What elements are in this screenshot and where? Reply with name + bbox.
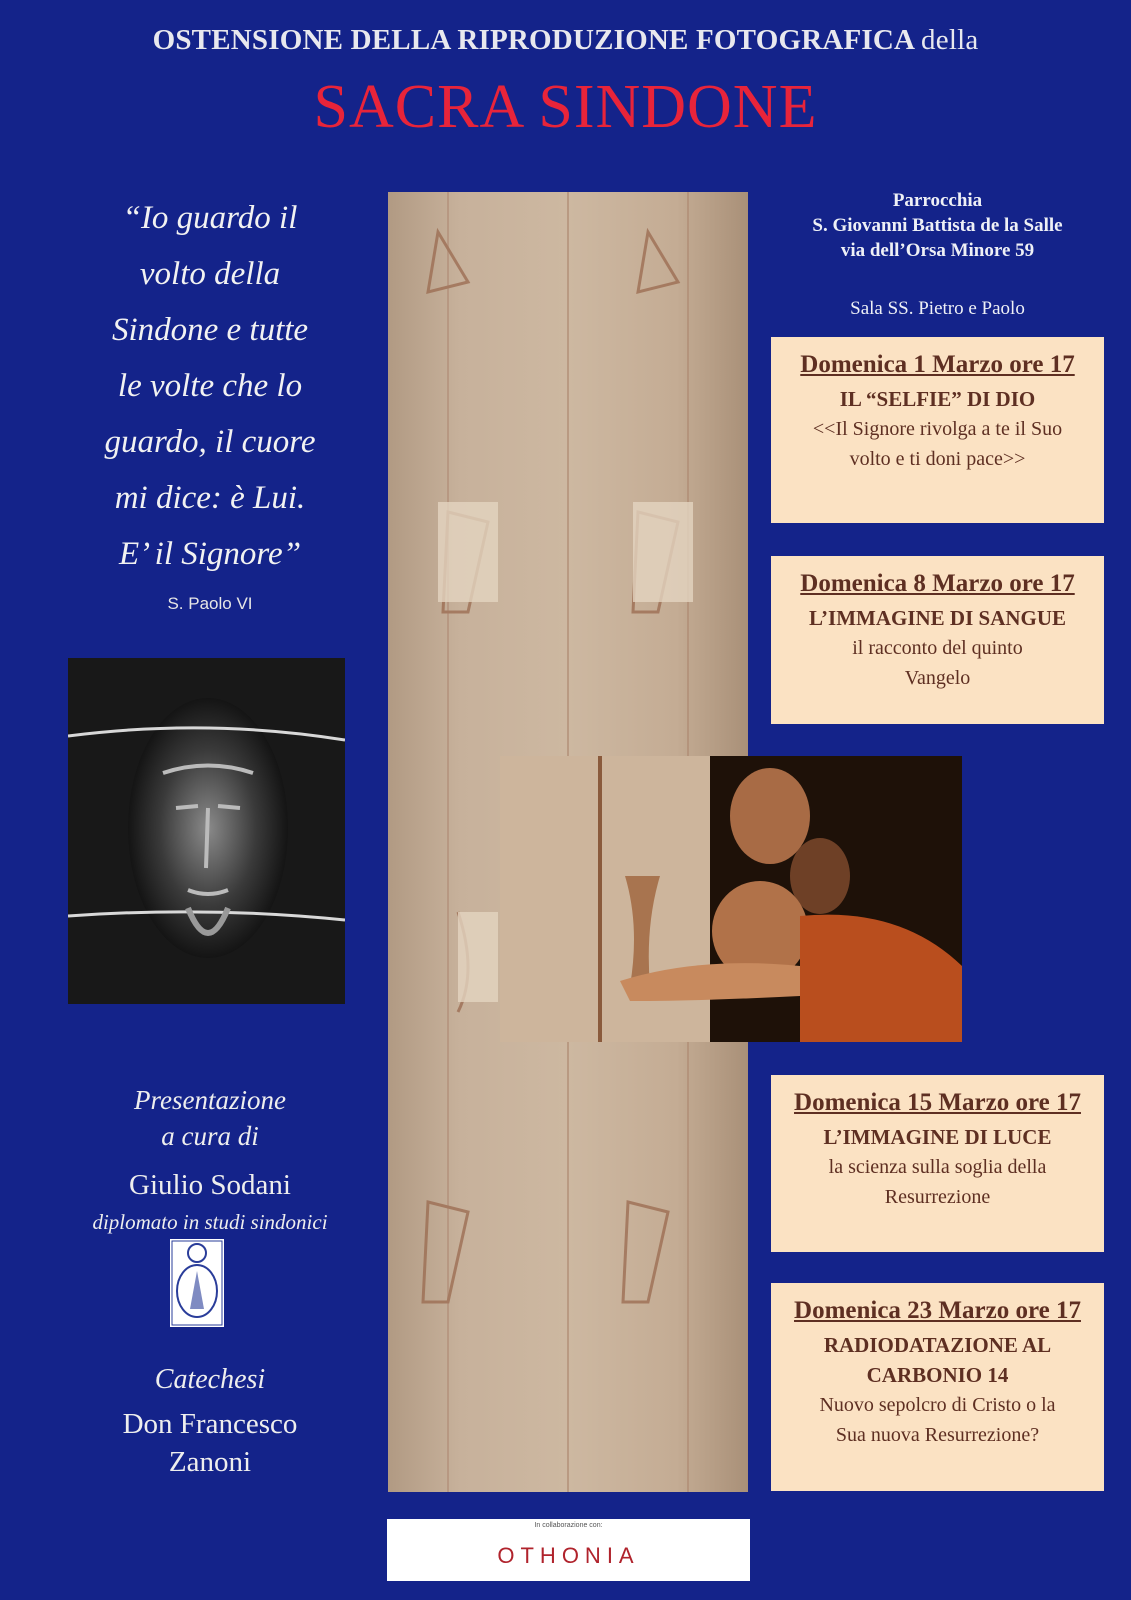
event-subtitle: il racconto del quinto [852, 637, 1023, 659]
quote-line: “Io guardo il [122, 200, 298, 236]
presentation-label-line: Presentazione [134, 1085, 286, 1115]
quote-block [50, 190, 370, 582]
sponsor-caption: In collaborazione con: [534, 1522, 603, 1529]
event-title: L’IMMAGINE DI LUCE [823, 1125, 1052, 1149]
quote-line: mi dice: è Lui. [114, 480, 306, 516]
event-date: Domenica 8 Marzo ore 17 [800, 570, 1075, 597]
event-date: Domenica 23 Marzo ore 17 [794, 1297, 1081, 1324]
parish-line: S. Giovanni Battista de la Salle [812, 215, 1063, 236]
parish-info [760, 188, 1115, 263]
event-box-4 [771, 1283, 1104, 1491]
quote-line: E’ il Signore” [118, 536, 302, 572]
event-title: IL “SELFIE” DI DIO [839, 387, 1036, 411]
sponsor-logo [387, 1519, 750, 1581]
event-box-3 [771, 1075, 1104, 1252]
header-line [0, 24, 1131, 57]
shroud-face-photo [68, 658, 345, 1004]
event-subtitle: Nuovo sepolcro di Cristo o la [819, 1394, 1056, 1416]
catechesi-name [40, 1405, 380, 1481]
presenter-credential: diplomato in studi sindonici [92, 1210, 328, 1234]
academy-seal-icon [170, 1239, 224, 1327]
event-subtitle: Vangelo [904, 667, 971, 689]
quote-author: S. Paolo VI [167, 594, 253, 613]
event-title: RADIODATAZIONE AL [823, 1333, 1052, 1357]
event-subtitle: la scienza sulla soglia della [828, 1156, 1047, 1178]
room-name: Sala SS. Pietro e Paolo [850, 298, 1025, 319]
parish-line: via dell’Orsa Minore 59 [840, 240, 1035, 261]
event-subtitle: Resurrezione [884, 1186, 991, 1208]
catechesi-label: Catechesi [154, 1364, 266, 1395]
painting-overlay-photo [500, 756, 962, 1042]
event-subtitle: Sua nuova Resurrezione? [835, 1424, 1040, 1446]
catechesi-name-line: Zanoni [168, 1446, 252, 1478]
quote-line: Sindone e tutte [111, 312, 309, 348]
presentation-label [40, 1082, 380, 1154]
event-date: Domenica 15 Marzo ore 17 [794, 1089, 1081, 1116]
header-bold: OSTENSIONE DELLA RIPRODUZIONE FOTOGRAFICA [152, 24, 914, 56]
event-subtitle: <<Il Signore rivolga a te il Suo [812, 418, 1063, 440]
event-date: Domenica 1 Marzo ore 17 [800, 351, 1075, 378]
event-title: CARBONIO 14 [866, 1363, 1009, 1387]
header-rest: della [921, 24, 979, 56]
presenter-name: Giulio Sodani [129, 1169, 291, 1201]
quote-line: guardo, il cuore [104, 424, 316, 460]
event-box-1 [771, 337, 1104, 523]
event-subtitle: volto e ti doni pace>> [849, 448, 1026, 470]
quote-line: le volte che lo [117, 368, 303, 404]
page-title: SACRA SINDONE [313, 73, 818, 141]
sponsor-name: OTHONIA [497, 1543, 640, 1568]
catechesi-name-line: Don Francesco [122, 1408, 298, 1440]
event-box-2 [771, 556, 1104, 724]
quote-line: volto della [139, 256, 281, 292]
parish-line: Parrocchia [892, 190, 983, 211]
event-title: L’IMMAGINE DI SANGUE [808, 606, 1067, 630]
presentation-label-line: a cura di [161, 1121, 259, 1151]
